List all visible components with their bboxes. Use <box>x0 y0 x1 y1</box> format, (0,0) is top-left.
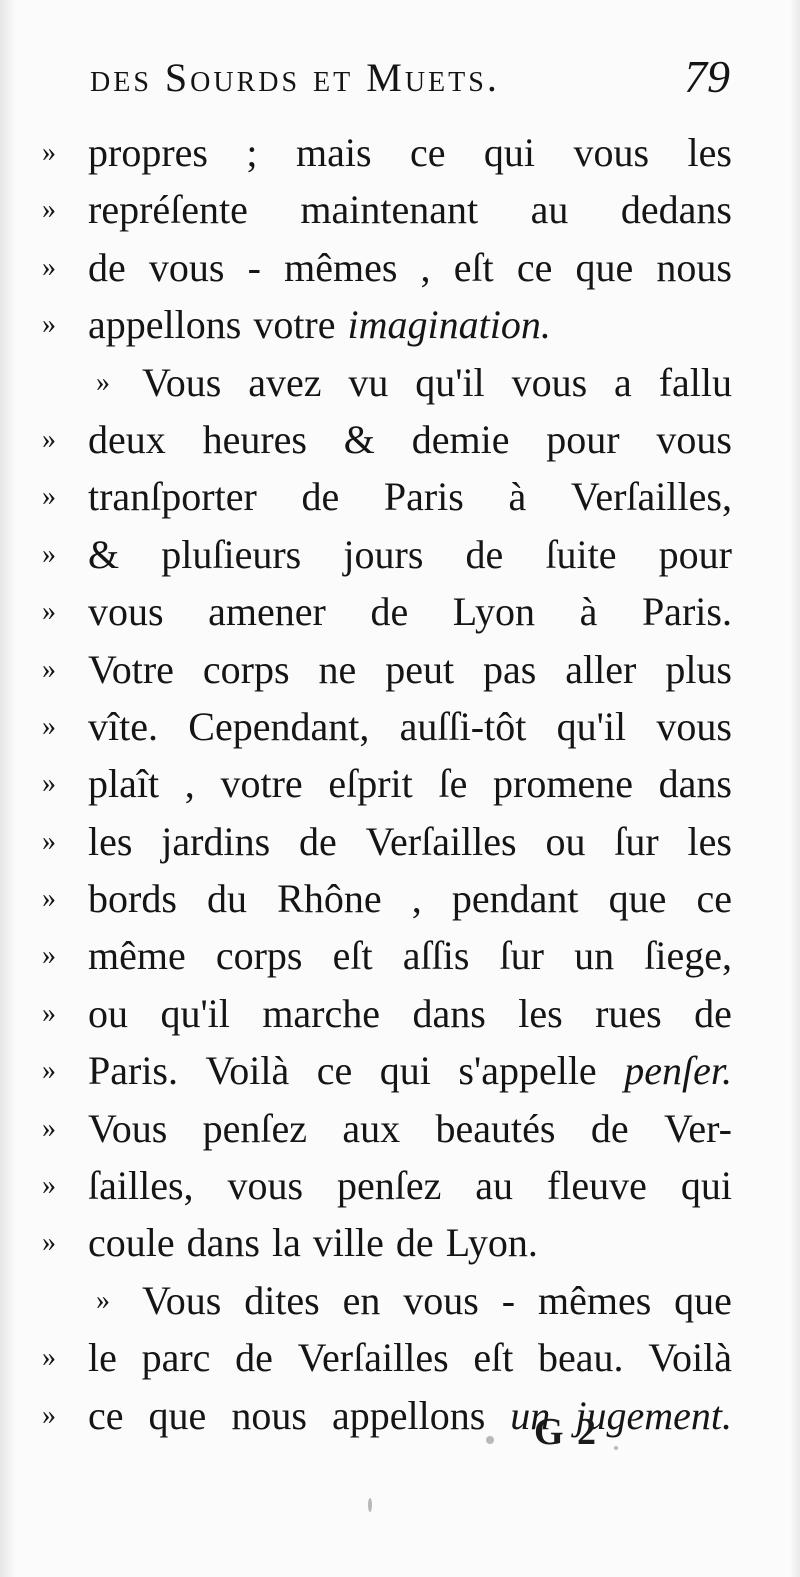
word: les <box>687 130 732 175</box>
word: dedans <box>620 187 732 233</box>
word: mais <box>295 130 372 175</box>
word: parc <box>141 1335 211 1381</box>
word: à <box>579 589 598 635</box>
quotation-mark: » <box>42 1342 56 1374</box>
word: penſez <box>202 1105 308 1151</box>
word: peut <box>385 646 455 692</box>
word: un <box>510 1392 551 1438</box>
word: que <box>148 1392 207 1438</box>
word: , <box>411 876 422 922</box>
word: la <box>271 1220 301 1266</box>
word: vu <box>348 359 389 405</box>
quotation-mark: » <box>42 1055 56 1087</box>
text-line <box>42 1100 732 1157</box>
word: tranſporter <box>88 474 257 520</box>
quotation-mark: » <box>42 940 56 972</box>
signature-mark: G 2 <box>534 1411 599 1453</box>
quotation-mark: » <box>42 653 56 685</box>
text-line <box>42 583 732 640</box>
word: vous <box>656 416 732 462</box>
word: appellons <box>331 1392 486 1438</box>
word: beautés <box>435 1105 556 1151</box>
word: ſur <box>499 933 544 979</box>
line-text <box>142 354 732 411</box>
text-line <box>42 813 732 870</box>
text-line <box>42 641 732 698</box>
word: les <box>687 818 732 864</box>
word: ou <box>88 990 128 1036</box>
word: de <box>235 1335 273 1381</box>
word: de <box>590 1105 629 1151</box>
word: Vous <box>142 359 222 405</box>
word: ſailles, <box>88 1163 194 1209</box>
word: ; <box>246 130 258 175</box>
page-gutter-shadow <box>0 0 16 1577</box>
word: vous <box>573 130 650 175</box>
word: ſuite <box>545 531 617 577</box>
quotation-mark: » <box>42 481 56 513</box>
quotation-mark: » <box>42 194 56 226</box>
text-line <box>42 927 732 984</box>
word: pour <box>546 416 620 462</box>
text-line <box>42 124 732 181</box>
word: corps <box>215 933 303 979</box>
text-line <box>42 870 732 927</box>
word: qu'il <box>160 990 230 1036</box>
word: dans <box>658 761 732 807</box>
quotation-mark: » <box>96 366 110 398</box>
word: Cependant, <box>188 703 370 749</box>
word: Votre <box>88 646 174 692</box>
word: au <box>530 187 569 233</box>
page-number: 79 <box>684 51 730 102</box>
word: mêmes <box>537 1277 652 1323</box>
word: , <box>184 761 195 807</box>
text-line <box>42 1214 732 1271</box>
word: ſur <box>614 818 659 864</box>
word: bords <box>88 876 177 922</box>
paper-speck <box>368 1498 372 1512</box>
text-line <box>42 411 732 468</box>
word: de <box>301 474 340 520</box>
word: qu'il <box>415 359 485 405</box>
word: qui <box>680 1163 732 1209</box>
word: de <box>694 990 732 1036</box>
word: que <box>575 244 634 290</box>
line-text <box>88 870 732 927</box>
word: penſez <box>336 1163 442 1209</box>
word: Voilà <box>205 1048 290 1094</box>
line-text <box>88 468 732 525</box>
text-line <box>42 296 732 353</box>
text-line <box>42 1272 732 1329</box>
word: propres <box>88 130 208 175</box>
quotation-mark: » <box>42 825 56 857</box>
word: avez <box>248 359 322 405</box>
text-line <box>42 1387 732 1444</box>
word: promene <box>493 761 633 807</box>
word: de <box>88 244 126 290</box>
word: coule <box>88 1220 175 1266</box>
word: fleuve <box>546 1163 647 1209</box>
quotation-mark: » <box>42 710 56 742</box>
word: un <box>574 933 615 979</box>
word: fallu <box>658 359 732 405</box>
word: votre <box>253 302 336 348</box>
word: ce <box>516 244 553 290</box>
text-line <box>42 239 732 296</box>
word: repréſente <box>88 187 248 233</box>
word: ville <box>312 1220 384 1266</box>
line-text <box>88 1042 732 1099</box>
word: au <box>475 1163 514 1209</box>
word: aux <box>342 1105 401 1151</box>
word: vous <box>88 589 164 635</box>
word: les <box>518 990 563 1036</box>
line-text <box>88 1329 732 1386</box>
body-text <box>42 124 732 1444</box>
word: Rhône <box>277 876 382 922</box>
text-line <box>42 1157 732 1214</box>
word: ſe <box>438 761 468 807</box>
word: nous <box>656 244 732 290</box>
word: Lyon. <box>445 1220 538 1266</box>
text-line <box>42 985 732 1042</box>
word: demie <box>411 416 510 462</box>
paper-speck <box>614 1446 618 1450</box>
word: Lyon <box>452 589 536 635</box>
line-text <box>88 1214 732 1271</box>
word: amener <box>208 589 326 635</box>
word: que <box>674 1277 732 1323</box>
line-text <box>88 1100 732 1157</box>
word: le <box>88 1335 117 1381</box>
word: Verſailles <box>365 818 517 864</box>
line-text <box>88 526 732 583</box>
text-line <box>42 755 732 812</box>
word: nous <box>231 1392 307 1438</box>
word: pluſieurs <box>161 531 302 577</box>
word: rues <box>595 990 662 1036</box>
word: eſt <box>453 244 494 290</box>
line-text <box>88 296 732 353</box>
word: Vous <box>88 1105 168 1151</box>
text-line <box>42 181 732 238</box>
text-line <box>42 1329 732 1386</box>
word: à <box>508 474 527 520</box>
word: beau. <box>538 1335 624 1381</box>
quotation-mark: » <box>42 883 56 915</box>
word: qu'il <box>556 703 627 749</box>
line-text <box>88 813 732 870</box>
word: les <box>88 818 133 864</box>
line-text <box>88 411 732 468</box>
word: a <box>614 359 632 405</box>
word: de <box>395 1220 434 1266</box>
line-text <box>88 698 732 755</box>
word: deux <box>88 416 166 462</box>
word: & <box>88 531 120 577</box>
quotation-mark: » <box>42 137 56 168</box>
text-line <box>42 468 732 525</box>
word: plus <box>665 646 732 692</box>
word: mêmes <box>284 244 398 290</box>
word: ce <box>409 130 446 175</box>
word: ce <box>88 1392 124 1438</box>
word: pas <box>483 646 537 692</box>
word: qui <box>483 130 536 175</box>
word: Verſailles, <box>570 474 732 520</box>
word: ne <box>318 646 357 692</box>
line-text <box>88 755 732 812</box>
quotation-mark: » <box>42 538 56 570</box>
line-text <box>88 181 732 238</box>
line-text <box>88 239 732 296</box>
word: votre <box>220 761 303 807</box>
word: dans <box>412 990 486 1036</box>
word: penſer. <box>624 1048 732 1094</box>
quotation-mark: » <box>42 251 56 283</box>
word: jardins <box>161 818 271 864</box>
word: Voilà <box>648 1335 732 1381</box>
word: du <box>207 876 248 922</box>
word: eſprit <box>328 761 413 807</box>
word: jours <box>343 531 424 577</box>
text-line <box>42 1042 732 1099</box>
word: marche <box>262 990 381 1036</box>
word: ce <box>696 876 732 922</box>
quotation-mark: » <box>42 1227 56 1259</box>
quotation-mark: » <box>42 768 56 800</box>
word: qui <box>379 1048 431 1094</box>
word: Paris. <box>88 1048 178 1094</box>
word: ou <box>545 818 586 864</box>
line-text <box>88 1387 732 1444</box>
word: & <box>343 416 375 462</box>
line-text <box>88 1157 732 1214</box>
word: eſt <box>332 933 373 979</box>
line-text <box>88 927 732 984</box>
running-head: des Sourds et Muets. <box>90 55 500 100</box>
word: ce <box>316 1048 353 1094</box>
word: jugement. <box>575 1392 732 1438</box>
word: vous <box>148 244 225 290</box>
text-line <box>42 698 732 755</box>
word: maintenant <box>300 187 479 233</box>
word: dites <box>244 1277 320 1323</box>
word: vous <box>656 703 732 749</box>
word: corps <box>202 646 290 692</box>
word: Paris. <box>641 589 732 635</box>
word: aller <box>565 646 637 692</box>
line-text <box>142 1272 732 1329</box>
quotation-mark: » <box>42 997 56 1029</box>
word: heures <box>202 416 307 462</box>
word: Paris <box>383 474 464 520</box>
word: Ver- <box>663 1105 732 1151</box>
text-line <box>42 526 732 583</box>
word: ſiege, <box>644 933 732 979</box>
word: Vous <box>142 1277 222 1323</box>
page-edge-shadow <box>790 0 800 1577</box>
word: vous <box>511 359 588 405</box>
word: - <box>247 244 261 290</box>
quotation-mark: » <box>42 1170 56 1202</box>
quotation-mark: » <box>96 1284 110 1316</box>
line-text <box>88 641 732 698</box>
paper-speck <box>486 1436 494 1444</box>
word: s'appelle <box>458 1048 597 1094</box>
word: , <box>420 244 431 290</box>
text-line <box>42 354 732 411</box>
quotation-mark: » <box>42 1112 56 1144</box>
word: vîte. <box>88 703 158 749</box>
word: Verſailles <box>297 1335 449 1381</box>
word: de <box>298 818 337 864</box>
word: aſſis <box>402 933 470 979</box>
quotation-mark: » <box>42 423 56 455</box>
line-text <box>88 583 732 640</box>
word: pour <box>658 531 732 577</box>
page-header <box>90 50 730 110</box>
word: même <box>88 933 186 979</box>
word: imagination. <box>347 302 551 348</box>
line-text <box>88 985 732 1042</box>
word: de <box>465 531 504 577</box>
word: que <box>608 876 667 922</box>
word: eſt <box>473 1335 514 1381</box>
quotation-mark: » <box>42 309 56 341</box>
word: appellons <box>88 302 242 348</box>
word: plaît <box>88 761 160 807</box>
word: dans <box>186 1220 260 1266</box>
word: vous <box>227 1163 304 1209</box>
quotation-mark: » <box>42 596 56 628</box>
word: pendant <box>451 876 579 922</box>
word: auſſi-tôt <box>399 703 527 749</box>
quotation-mark: » <box>42 1399 56 1431</box>
word: vous <box>403 1277 479 1323</box>
word: en <box>342 1277 381 1323</box>
word: de <box>370 589 409 635</box>
line-text <box>88 124 732 181</box>
word: - <box>501 1277 516 1323</box>
